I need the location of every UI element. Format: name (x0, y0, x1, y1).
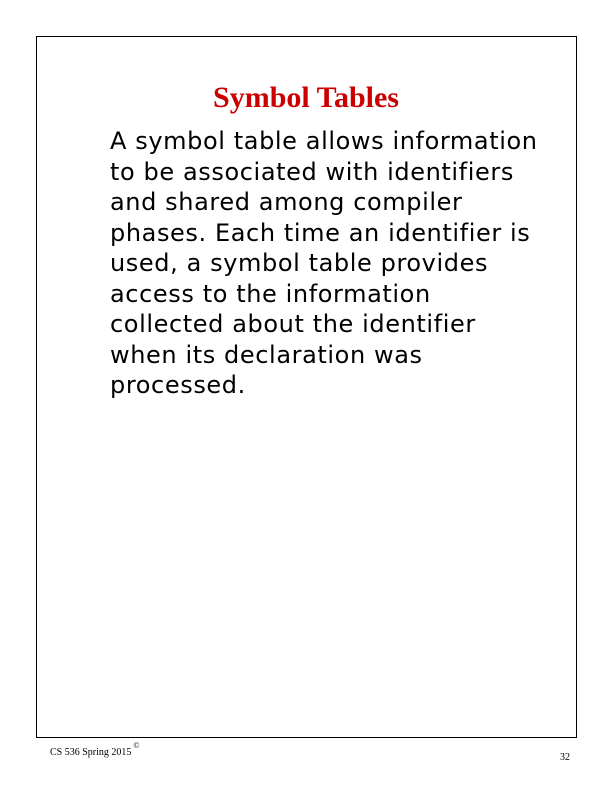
page-number: 32 (560, 752, 570, 763)
footer-course-info (50, 741, 140, 760)
copyright-mark: © (133, 741, 140, 750)
footer-course-label: CS 536 Spring 2015 (50, 747, 132, 758)
slide-body-text: A symbol table allows information to be associated with identifiers and shared among compiler phases. Each time an identifier is used, a symbol table provides access to the information collected about the identifier when its declaration was processed. (110, 127, 538, 399)
slide-title: Symbol Tables (213, 81, 399, 114)
